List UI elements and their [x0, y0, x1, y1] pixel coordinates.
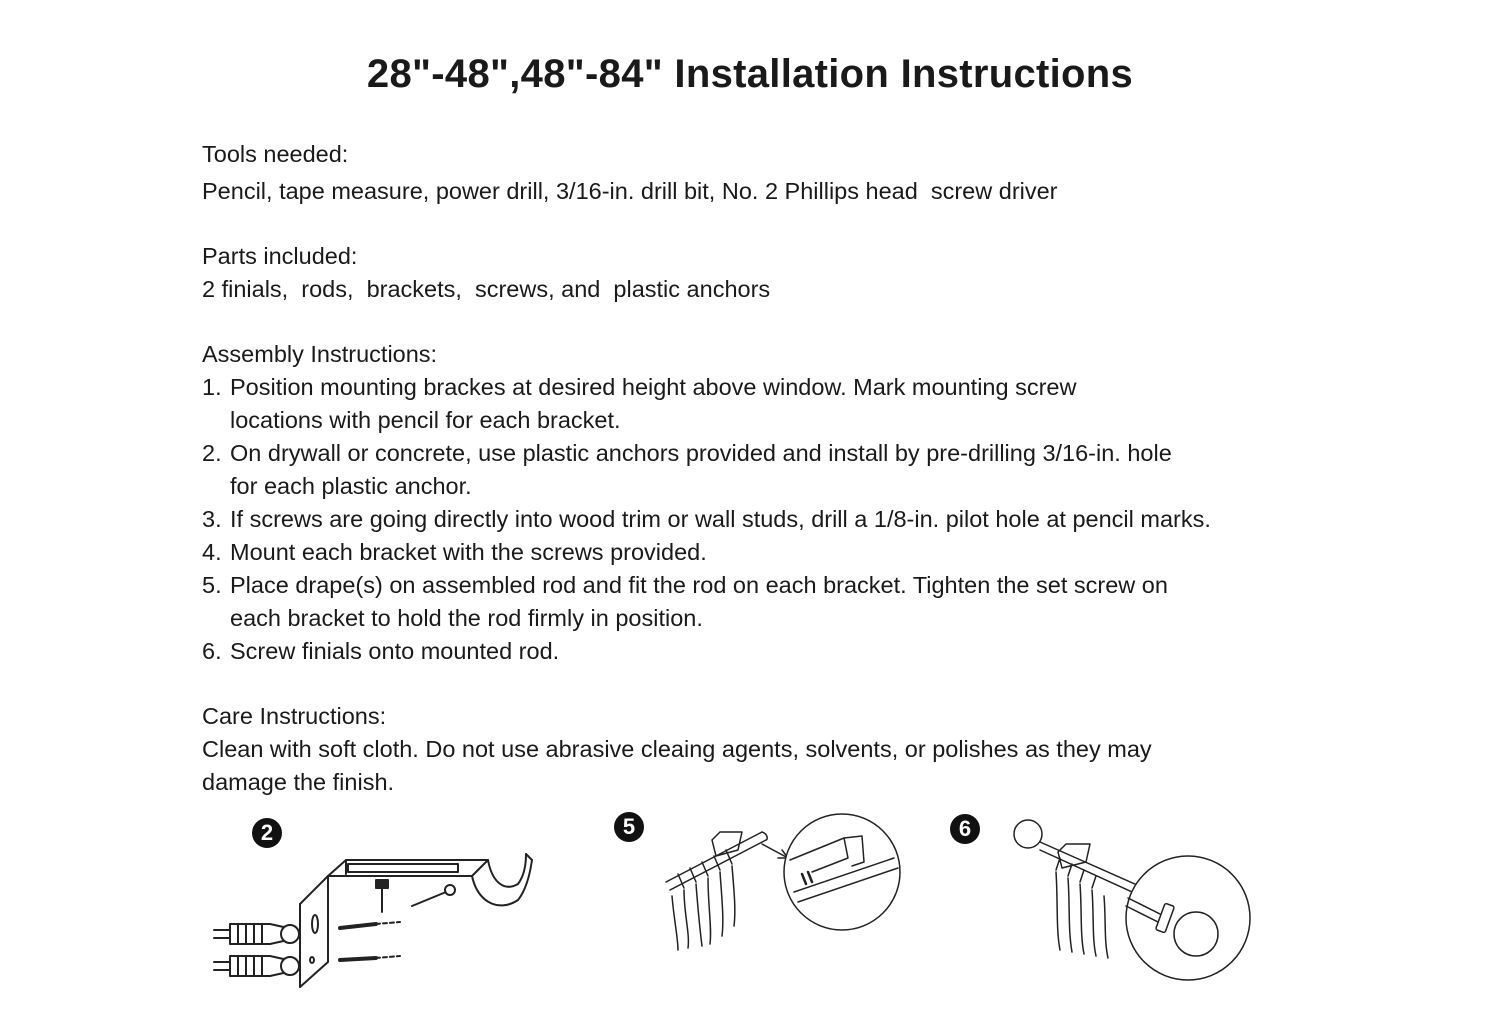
assembly-step-5	[202, 569, 1322, 635]
instructions-body	[202, 138, 1322, 799]
assembly-heading: Assembly Instructions:	[202, 341, 438, 367]
step-line: Mount each bracket with the screws provided.	[230, 539, 707, 565]
page-title: 28"-48",48"-84" Installation Instructions	[366, 52, 1134, 96]
parts-text: 2 finials, rods, brackets, screws, and plastic anchors	[202, 276, 771, 302]
step-line: If screws are going directly into wood trim or wall studs, drill a 1/8-in. pilot hole at pencil marks.	[230, 506, 1211, 532]
step-line: On drywall or concrete, use plastic anchors provided and install by pre-drilling 3/16-in. hole	[230, 440, 1172, 466]
care-line: Clean with soft cloth. Do not use abrasive cleaing agents, solvents, or polishes as they may	[202, 736, 1152, 762]
diagram-step-2	[200, 812, 560, 987]
step-line: each bracket to hold the rod firmly in position.	[230, 605, 703, 631]
step-number: 2.	[202, 440, 222, 466]
assembly-step-1	[202, 371, 1322, 437]
care-heading: Care Instructions:	[202, 703, 387, 729]
tools-text: Pencil, tape measure, power drill, 3/16-in. drill bit, No. 2 Phillips head screw driver	[202, 178, 1058, 204]
step-number: 3.	[202, 506, 222, 532]
parts-heading: Parts included:	[202, 243, 358, 269]
assembly-step-4	[202, 536, 1322, 569]
step-badge: 6	[950, 814, 980, 844]
step-number: 4.	[202, 539, 222, 565]
step-line: locations with pencil for each bracket.	[230, 407, 621, 433]
step-number: 5.	[202, 572, 222, 598]
assembly-step-3	[202, 503, 1322, 536]
step-number: 1.	[202, 374, 222, 400]
step-line: Position mounting brackes at desired height above window. Mark mounting screw	[230, 374, 1077, 400]
care-line: damage the finish.	[202, 769, 395, 795]
step-line: Place drape(s) on assembled rod and fit the rod on each bracket. Tighten the set screw on	[230, 572, 1168, 598]
step-badge: 2	[252, 818, 282, 848]
diagram-step-6	[948, 812, 1248, 992]
step-line: Screw finials onto mounted rod.	[230, 638, 560, 664]
step-line: for each plastic anchor.	[230, 473, 472, 499]
step-badge: 5	[614, 812, 644, 842]
step-number: 6.	[202, 638, 222, 664]
assembly-step-6	[202, 635, 1322, 668]
assembly-step-2	[202, 437, 1322, 503]
diagram-step-5	[612, 810, 912, 990]
rod-on-bracket-illustration-icon	[612, 810, 912, 990]
finial-on-rod-illustration-icon	[948, 812, 1248, 992]
tools-heading: Tools needed:	[202, 141, 349, 167]
